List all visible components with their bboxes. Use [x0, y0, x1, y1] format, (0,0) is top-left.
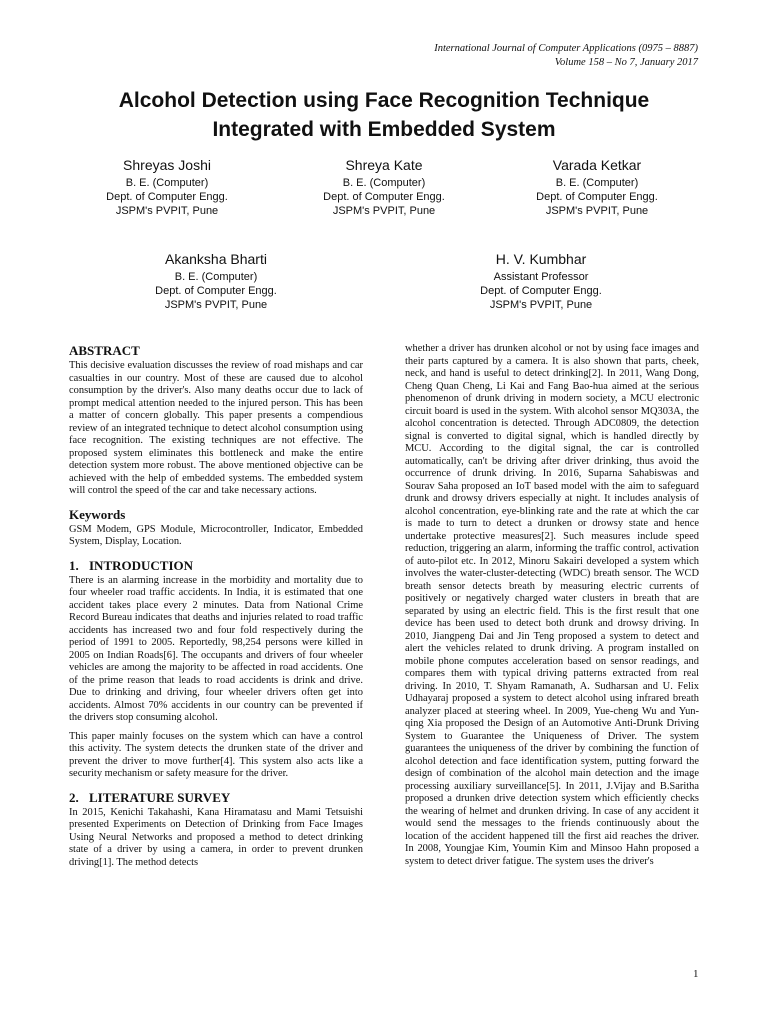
author-dept: Dept. of Computer Engg. — [106, 191, 228, 203]
introduction-paragraph: This paper mainly focuses on the system which can have a control this activity. The system detects the drunken state of the driver and prevent the driver to move further[4]. This system also acts like a security mechanism or safety measure for the driver. — [69, 730, 363, 779]
literature-paragraph: In 2015, Kenichi Takahashi, Kana Hiramatasu and Mami Tetsuishi presented Experiments on Detection of Drinking from Face Images Using Neural Networks and proposed a method to detect drinking state of a driver by using a camera, in order to prevent drunken driving[1]. The method detects — [69, 806, 363, 868]
author-degree: B. E. (Computer) — [555, 177, 639, 189]
introduction-paragraph: There is an alarming increase in the morbidity and mortality due to four wheeler road traffic accidents. In India, it is estimated that one accident takes place every 2 minutes. Data from National Crime Record Bureau indicates that deaths and injuries related to road traffic accidents has increased two and four fold respectively during the period of 1991 to 2005. Reportedly, 98,254 persons were killed in 2005 on Indian Roads[6]. The occupants and drivers of four wheeler vehicles are among the majority to be affected in road accidents. One of the prime reason that leads to road accidents is drink and drive. Due to drinking and driving, four wheeler drivers often get into accidents. Almost 70% accidents in our country can be prevented if the drivers stop consuming alcohol. — [69, 574, 363, 723]
author-institution: JSPM's PVPIT, Pune — [545, 205, 649, 217]
title-line-2: Integrated with Embedded System — [212, 118, 556, 141]
author-block — [72, 155, 262, 218]
section-number: 2. — [69, 789, 79, 805]
keywords-heading: Keywords — [69, 506, 126, 522]
author-name: Shreyas Joshi — [123, 157, 211, 173]
author-block — [289, 155, 479, 218]
journal-volume: Volume 158 – No 7, January 2017 — [554, 57, 698, 68]
author-degree: Assistant Professor — [493, 271, 589, 283]
author-dept: Dept. of Computer Engg. — [536, 191, 658, 203]
literature-heading — [69, 790, 363, 806]
author-institution: JSPM's PVPIT, Pune — [332, 205, 436, 217]
introduction-heading — [69, 558, 363, 574]
section-title: LITERATURE SURVEY — [89, 789, 231, 805]
title-line-1: Alcohol Detection using Face Recognition Technique — [118, 89, 650, 112]
author-name: Varada Ketkar — [552, 157, 642, 173]
author-institution: JSPM's PVPIT, Pune — [115, 205, 219, 217]
author-degree: B. E. (Computer) — [174, 271, 258, 283]
author-name: Akanksha Bharti — [165, 251, 267, 267]
section-number: 1. — [69, 557, 79, 573]
author-institution: JSPM's PVPIT, Pune — [489, 299, 593, 311]
page-number: 1 — [693, 968, 699, 980]
abstract-text: This decisive evaluation discusses the review of road mishaps and car casualties in our country. Most of these are caused due to alcohol consumption by the driver's. Also many deaths occur due to lack of prompt medical attention needed to the injured person. This has been a matter of concern globally. This paper presents a compendious review of an integrated technique to detect alcohol consumption using face recognition. The existing techniques are not effective. The proposed system eliminates this bottleneck and make the entire detection system more robust. The above mentioned objective can be achieved with the help of embedded systems. The embedded system will control the speed of the car and take necessary actions. — [69, 360, 363, 496]
author-block — [502, 155, 692, 218]
author-institution: JSPM's PVPIT, Pune — [164, 299, 268, 311]
author-dept: Dept. of Computer Engg. — [155, 285, 277, 297]
author-block — [121, 249, 311, 312]
section-title: INTRODUCTION — [89, 557, 194, 573]
journal-header — [434, 42, 698, 70]
author-name: Shreya Kate — [345, 157, 423, 173]
author-dept: Dept. of Computer Engg. — [323, 191, 445, 203]
left-column — [69, 343, 363, 869]
journal-name: International Journal of Computer Applications (0975 – 8887) — [434, 43, 698, 54]
literature-continued-text: whether a driver has drunken alcohol or not by using face images and their parts captured by a camera. It is also shown that parts, cheek, neck, and hand is useful to detect drinking[2]. In 2011, Wang Dong, Cheng Quan Cheng, Li Kai and Fang Bao-hua aimed at the serious phenomenon of drunk driving in modern society, a MCU electronic circuit board is used in the system. With alcohol sensor MQ303A, the alcohol concentration is detected. Through ADC0809, the detection signal is converted to digital signal, which is handled directly by MCU. According to the digital signal, the car is controlled automatically, can't be driving after driver drinking, thus avoid the occurrence of drunk driving. In 2016, Suparna Sahabiswas and Sourav Saha proposed an IoT based model with the aim to safeguard drunk and drowsy drivers especially at night. It includes analysis of alcohol concentration, eye-blinking rate and the rate at which the car is made to turn to detect a drunken or drowsy state and hence undertake protective measures[2]. Such measures include speed reduction, triggering an alarm, informing the traffic control, activation of auto-pilot etc. In 2012, Minoru Sakairi developed a system which involves the water-cluster-detecting (WDC) breath sensor. The WCD breath sensor detects breath by measuring electric currents of positively or negatively charged water clusters in breath that are separated by using an electric field. This is the first result that one device has been used to detect both drunk and drowsy driving. In 2010, Jiangpeng Dai and Jin Teng proposed a system to detect and alert the vehicles related to drunk driving. A program installed on mobile phone computes acceleration based on sensor readings, and compares them with typical driving patterns extracted from real driving. In 2010, T. Shyam Ramanath, A. Sudharsan and U. Felix Udhayaraj proposed a system to detect alcohol using infrared breath analyzer placed at steering wheel. In 2009, Yue-cheng Wu and Yun-qing Xia proposed the Design of an Automotive Anti-Drunk Driving System to Guarantee the Uniqueness of Driver. The system guarantees the uniqueness of the driver by combining the function of alcohol detection and face identification system, putting forward the design of combination of the alcohol main detection and the image processing auxiliary surveillance[5]. In 2011, J.Vijay and B.Saritha proposed a drunken drive detection system which efficiently checks the wearing of helmet and drunken driving. In case of any accident it would send the messages to the friends continuously about the location of the accident happened till the first aid reaches the driver. In 2008, Youngjae Kim, Youmin Kim and Minsoo Hahn proposed a system to detect driver fatigue. The system uses the driver's — [405, 343, 699, 867]
author-name: H. V. Kumbhar — [495, 251, 587, 267]
author-dept: Dept. of Computer Engg. — [480, 285, 602, 297]
abstract-heading: ABSTRACT — [69, 343, 140, 358]
paper-title — [60, 86, 708, 144]
author-degree: B. E. (Computer) — [342, 177, 426, 189]
author-block — [446, 249, 636, 312]
keywords-text: GSM Modem, GPS Module, Microcontroller, Indicator, Embedded System, Display, Location. — [69, 523, 363, 547]
right-column — [405, 343, 699, 868]
author-degree: B. E. (Computer) — [125, 177, 209, 189]
